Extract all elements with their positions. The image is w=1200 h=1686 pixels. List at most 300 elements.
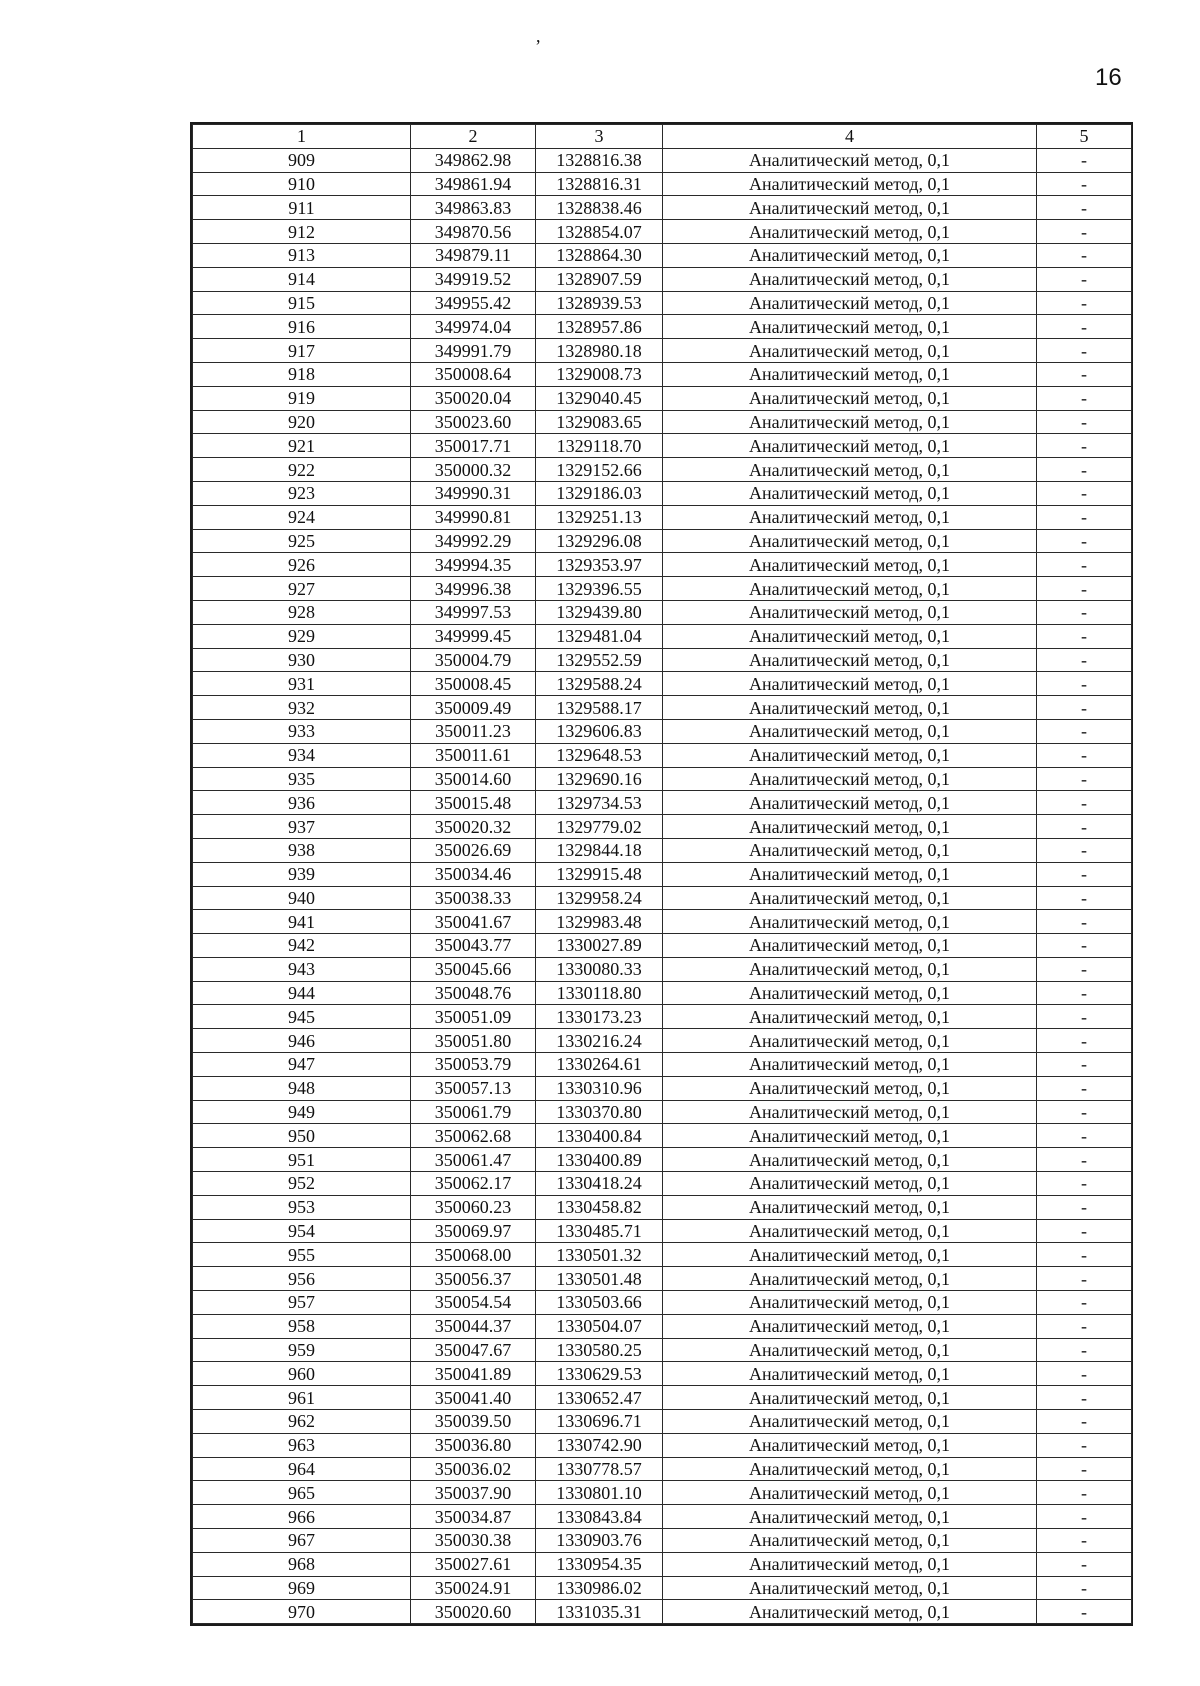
y-coordinate-cell: 1329481.04 bbox=[536, 624, 663, 648]
method-cell: Аналитический метод, 0,1 bbox=[663, 1576, 1037, 1600]
table-row bbox=[193, 910, 1132, 934]
x-coordinate-cell: 350020.04 bbox=[411, 386, 536, 410]
table-row bbox=[193, 577, 1132, 601]
x-coordinate-cell: 350044.37 bbox=[411, 1314, 536, 1338]
table-row bbox=[193, 505, 1132, 529]
note-cell: - bbox=[1037, 1576, 1132, 1600]
x-coordinate-cell: 350014.60 bbox=[411, 767, 536, 791]
note-cell: - bbox=[1037, 815, 1132, 839]
x-coordinate-cell: 350043.77 bbox=[411, 934, 536, 958]
note-cell: - bbox=[1037, 267, 1132, 291]
table-row bbox=[193, 791, 1132, 815]
coordinates-table bbox=[192, 124, 1132, 1624]
x-coordinate-cell: 350047.67 bbox=[411, 1338, 536, 1362]
table-row bbox=[193, 815, 1132, 839]
point-number-cell: 969 bbox=[193, 1576, 411, 1600]
method-cell: Аналитический метод, 0,1 bbox=[663, 648, 1037, 672]
method-cell: Аналитический метод, 0,1 bbox=[663, 1148, 1037, 1172]
point-number-cell: 932 bbox=[193, 696, 411, 720]
point-number-cell: 936 bbox=[193, 791, 411, 815]
point-number-cell: 916 bbox=[193, 315, 411, 339]
note-cell: - bbox=[1037, 220, 1132, 244]
point-number-cell: 964 bbox=[193, 1457, 411, 1481]
method-cell: Аналитический метод, 0,1 bbox=[663, 1005, 1037, 1029]
note-cell: - bbox=[1037, 862, 1132, 886]
x-coordinate-cell: 349955.42 bbox=[411, 291, 536, 315]
point-number-cell: 947 bbox=[193, 1053, 411, 1077]
point-number-cell: 915 bbox=[193, 291, 411, 315]
x-coordinate-cell: 349919.52 bbox=[411, 267, 536, 291]
table-row bbox=[193, 1076, 1132, 1100]
x-coordinate-cell: 349861.94 bbox=[411, 172, 536, 196]
note-cell: - bbox=[1037, 1053, 1132, 1077]
point-number-cell: 968 bbox=[193, 1552, 411, 1576]
point-number-cell: 912 bbox=[193, 220, 411, 244]
x-coordinate-cell: 350020.60 bbox=[411, 1600, 536, 1624]
note-cell: - bbox=[1037, 1410, 1132, 1434]
note-cell: - bbox=[1037, 1338, 1132, 1362]
note-cell: - bbox=[1037, 243, 1132, 267]
method-cell: Аналитический метод, 0,1 bbox=[663, 886, 1037, 910]
note-cell: - bbox=[1037, 696, 1132, 720]
table-row bbox=[193, 196, 1132, 220]
note-cell: - bbox=[1037, 600, 1132, 624]
x-coordinate-cell: 350034.87 bbox=[411, 1505, 536, 1529]
point-number-cell: 959 bbox=[193, 1338, 411, 1362]
table-row bbox=[193, 1362, 1132, 1386]
y-coordinate-cell: 1330742.90 bbox=[536, 1433, 663, 1457]
method-cell: Аналитический метод, 0,1 bbox=[663, 1410, 1037, 1434]
y-coordinate-cell: 1331035.31 bbox=[536, 1600, 663, 1624]
table-row bbox=[193, 1195, 1132, 1219]
x-coordinate-cell: 349994.35 bbox=[411, 553, 536, 577]
point-number-cell: 911 bbox=[193, 196, 411, 220]
method-cell: Аналитический метод, 0,1 bbox=[663, 696, 1037, 720]
y-coordinate-cell: 1330118.80 bbox=[536, 981, 663, 1005]
y-coordinate-cell: 1330310.96 bbox=[536, 1076, 663, 1100]
method-cell: Аналитический метод, 0,1 bbox=[663, 1076, 1037, 1100]
method-cell: Аналитический метод, 0,1 bbox=[663, 910, 1037, 934]
table-row bbox=[193, 339, 1132, 363]
y-coordinate-cell: 1328907.59 bbox=[536, 267, 663, 291]
y-coordinate-cell: 1330903.76 bbox=[536, 1529, 663, 1553]
table-row bbox=[193, 267, 1132, 291]
table-row bbox=[193, 1338, 1132, 1362]
column-header: 2 bbox=[411, 125, 536, 149]
method-cell: Аналитический метод, 0,1 bbox=[663, 577, 1037, 601]
y-coordinate-cell: 1329353.97 bbox=[536, 553, 663, 577]
point-number-cell: 937 bbox=[193, 815, 411, 839]
point-number-cell: 961 bbox=[193, 1386, 411, 1410]
method-cell: Аналитический метод, 0,1 bbox=[663, 1552, 1037, 1576]
point-number-cell: 955 bbox=[193, 1243, 411, 1267]
x-coordinate-cell: 349991.79 bbox=[411, 339, 536, 363]
method-cell: Аналитический метод, 0,1 bbox=[663, 1267, 1037, 1291]
x-coordinate-cell: 350045.66 bbox=[411, 957, 536, 981]
table-row bbox=[193, 1053, 1132, 1077]
y-coordinate-cell: 1330843.84 bbox=[536, 1505, 663, 1529]
table-row bbox=[193, 481, 1132, 505]
table-row bbox=[193, 553, 1132, 577]
note-cell: - bbox=[1037, 410, 1132, 434]
note-cell: - bbox=[1037, 743, 1132, 767]
x-coordinate-cell: 350053.79 bbox=[411, 1053, 536, 1077]
method-cell: Аналитический метод, 0,1 bbox=[663, 1195, 1037, 1219]
note-cell: - bbox=[1037, 981, 1132, 1005]
table-row bbox=[193, 862, 1132, 886]
y-coordinate-cell: 1329083.65 bbox=[536, 410, 663, 434]
column-header: 4 bbox=[663, 125, 1037, 149]
point-number-cell: 921 bbox=[193, 434, 411, 458]
method-cell: Аналитический метод, 0,1 bbox=[663, 672, 1037, 696]
point-number-cell: 924 bbox=[193, 505, 411, 529]
point-number-cell: 957 bbox=[193, 1291, 411, 1315]
table-row bbox=[193, 1219, 1132, 1243]
note-cell: - bbox=[1037, 458, 1132, 482]
x-coordinate-cell: 350041.89 bbox=[411, 1362, 536, 1386]
table-row bbox=[193, 148, 1132, 172]
table-row bbox=[193, 1291, 1132, 1315]
top-mark: , bbox=[536, 26, 541, 46]
note-cell: - bbox=[1037, 910, 1132, 934]
note-cell: - bbox=[1037, 481, 1132, 505]
point-number-cell: 970 bbox=[193, 1600, 411, 1624]
method-cell: Аналитический метод, 0,1 bbox=[663, 1338, 1037, 1362]
table-row bbox=[193, 243, 1132, 267]
x-coordinate-cell: 350061.47 bbox=[411, 1148, 536, 1172]
y-coordinate-cell: 1330370.80 bbox=[536, 1100, 663, 1124]
y-coordinate-cell: 1329552.59 bbox=[536, 648, 663, 672]
point-number-cell: 919 bbox=[193, 386, 411, 410]
y-coordinate-cell: 1330400.84 bbox=[536, 1124, 663, 1148]
note-cell: - bbox=[1037, 577, 1132, 601]
y-coordinate-cell: 1330485.71 bbox=[536, 1219, 663, 1243]
coordinates-table-container bbox=[190, 122, 1133, 1626]
method-cell: Аналитический метод, 0,1 bbox=[663, 791, 1037, 815]
x-coordinate-cell: 350051.09 bbox=[411, 1005, 536, 1029]
x-coordinate-cell: 350039.50 bbox=[411, 1410, 536, 1434]
x-coordinate-cell: 350011.61 bbox=[411, 743, 536, 767]
point-number-cell: 967 bbox=[193, 1529, 411, 1553]
note-cell: - bbox=[1037, 624, 1132, 648]
y-coordinate-cell: 1330986.02 bbox=[536, 1576, 663, 1600]
y-coordinate-cell: 1330216.24 bbox=[536, 1029, 663, 1053]
table-row bbox=[193, 458, 1132, 482]
method-cell: Аналитический метод, 0,1 bbox=[663, 434, 1037, 458]
x-coordinate-cell: 350062.17 bbox=[411, 1172, 536, 1196]
y-coordinate-cell: 1330778.57 bbox=[536, 1457, 663, 1481]
note-cell: - bbox=[1037, 791, 1132, 815]
x-coordinate-cell: 349862.98 bbox=[411, 148, 536, 172]
method-cell: Аналитический метод, 0,1 bbox=[663, 934, 1037, 958]
x-coordinate-cell: 350036.80 bbox=[411, 1433, 536, 1457]
method-cell: Аналитический метод, 0,1 bbox=[663, 743, 1037, 767]
method-cell: Аналитический метод, 0,1 bbox=[663, 957, 1037, 981]
point-number-cell: 965 bbox=[193, 1481, 411, 1505]
method-cell: Аналитический метод, 0,1 bbox=[663, 862, 1037, 886]
x-coordinate-cell: 350023.60 bbox=[411, 410, 536, 434]
point-number-cell: 942 bbox=[193, 934, 411, 958]
point-number-cell: 929 bbox=[193, 624, 411, 648]
x-coordinate-cell: 349990.81 bbox=[411, 505, 536, 529]
y-coordinate-cell: 1329606.83 bbox=[536, 719, 663, 743]
note-cell: - bbox=[1037, 1314, 1132, 1338]
method-cell: Аналитический метод, 0,1 bbox=[663, 362, 1037, 386]
y-coordinate-cell: 1329296.08 bbox=[536, 529, 663, 553]
point-number-cell: 952 bbox=[193, 1172, 411, 1196]
x-coordinate-cell: 350008.45 bbox=[411, 672, 536, 696]
x-coordinate-cell: 349974.04 bbox=[411, 315, 536, 339]
y-coordinate-cell: 1330501.32 bbox=[536, 1243, 663, 1267]
point-number-cell: 928 bbox=[193, 600, 411, 624]
method-cell: Аналитический метод, 0,1 bbox=[663, 1600, 1037, 1624]
method-cell: Аналитический метод, 0,1 bbox=[663, 339, 1037, 363]
method-cell: Аналитический метод, 0,1 bbox=[663, 267, 1037, 291]
note-cell: - bbox=[1037, 1076, 1132, 1100]
table-row bbox=[193, 767, 1132, 791]
column-header: 5 bbox=[1037, 125, 1132, 149]
method-cell: Аналитический метод, 0,1 bbox=[663, 1386, 1037, 1410]
table-row bbox=[193, 1457, 1132, 1481]
y-coordinate-cell: 1330504.07 bbox=[536, 1314, 663, 1338]
note-cell: - bbox=[1037, 719, 1132, 743]
x-coordinate-cell: 350041.40 bbox=[411, 1386, 536, 1410]
point-number-cell: 938 bbox=[193, 838, 411, 862]
y-coordinate-cell: 1330954.35 bbox=[536, 1552, 663, 1576]
x-coordinate-cell: 349879.11 bbox=[411, 243, 536, 267]
table-row bbox=[193, 291, 1132, 315]
table-row bbox=[193, 1410, 1132, 1434]
x-coordinate-cell: 349990.31 bbox=[411, 481, 536, 505]
table-body bbox=[193, 148, 1132, 1623]
y-coordinate-cell: 1328939.53 bbox=[536, 291, 663, 315]
x-coordinate-cell: 349992.29 bbox=[411, 529, 536, 553]
method-cell: Аналитический метод, 0,1 bbox=[663, 1529, 1037, 1553]
point-number-cell: 951 bbox=[193, 1148, 411, 1172]
y-coordinate-cell: 1330503.66 bbox=[536, 1291, 663, 1315]
x-coordinate-cell: 350008.64 bbox=[411, 362, 536, 386]
note-cell: - bbox=[1037, 1481, 1132, 1505]
point-number-cell: 956 bbox=[193, 1267, 411, 1291]
x-coordinate-cell: 350037.90 bbox=[411, 1481, 536, 1505]
table-row bbox=[193, 410, 1132, 434]
note-cell: - bbox=[1037, 1433, 1132, 1457]
y-coordinate-cell: 1330501.48 bbox=[536, 1267, 663, 1291]
note-cell: - bbox=[1037, 315, 1132, 339]
note-cell: - bbox=[1037, 886, 1132, 910]
point-number-cell: 925 bbox=[193, 529, 411, 553]
note-cell: - bbox=[1037, 1195, 1132, 1219]
table-row bbox=[193, 1124, 1132, 1148]
table-row bbox=[193, 1529, 1132, 1553]
x-coordinate-cell: 350026.69 bbox=[411, 838, 536, 862]
note-cell: - bbox=[1037, 1124, 1132, 1148]
y-coordinate-cell: 1330458.82 bbox=[536, 1195, 663, 1219]
x-coordinate-cell: 349996.38 bbox=[411, 577, 536, 601]
x-coordinate-cell: 350015.48 bbox=[411, 791, 536, 815]
x-coordinate-cell: 350024.91 bbox=[411, 1576, 536, 1600]
method-cell: Аналитический метод, 0,1 bbox=[663, 719, 1037, 743]
x-coordinate-cell: 350004.79 bbox=[411, 648, 536, 672]
method-cell: Аналитический метод, 0,1 bbox=[663, 624, 1037, 648]
table-row bbox=[193, 696, 1132, 720]
x-coordinate-cell: 350069.97 bbox=[411, 1219, 536, 1243]
table-row bbox=[193, 1267, 1132, 1291]
point-number-cell: 914 bbox=[193, 267, 411, 291]
point-number-cell: 960 bbox=[193, 1362, 411, 1386]
note-cell: - bbox=[1037, 196, 1132, 220]
y-coordinate-cell: 1329844.18 bbox=[536, 838, 663, 862]
y-coordinate-cell: 1329588.24 bbox=[536, 672, 663, 696]
method-cell: Аналитический метод, 0,1 bbox=[663, 1362, 1037, 1386]
column-header: 3 bbox=[536, 125, 663, 149]
table-row bbox=[193, 434, 1132, 458]
point-number-cell: 930 bbox=[193, 648, 411, 672]
y-coordinate-cell: 1329588.17 bbox=[536, 696, 663, 720]
method-cell: Аналитический метод, 0,1 bbox=[663, 553, 1037, 577]
y-coordinate-cell: 1330652.47 bbox=[536, 1386, 663, 1410]
point-number-cell: 939 bbox=[193, 862, 411, 886]
table-row bbox=[193, 1576, 1132, 1600]
method-cell: Аналитический метод, 0,1 bbox=[663, 1457, 1037, 1481]
method-cell: Аналитический метод, 0,1 bbox=[663, 315, 1037, 339]
y-coordinate-cell: 1328957.86 bbox=[536, 315, 663, 339]
x-coordinate-cell: 350000.32 bbox=[411, 458, 536, 482]
method-cell: Аналитический метод, 0,1 bbox=[663, 529, 1037, 553]
note-cell: - bbox=[1037, 648, 1132, 672]
method-cell: Аналитический метод, 0,1 bbox=[663, 1029, 1037, 1053]
x-coordinate-cell: 350051.80 bbox=[411, 1029, 536, 1053]
x-coordinate-cell: 350009.49 bbox=[411, 696, 536, 720]
y-coordinate-cell: 1330080.33 bbox=[536, 957, 663, 981]
point-number-cell: 949 bbox=[193, 1100, 411, 1124]
table-row bbox=[193, 1433, 1132, 1457]
method-cell: Аналитический метод, 0,1 bbox=[663, 196, 1037, 220]
y-coordinate-cell: 1329734.53 bbox=[536, 791, 663, 815]
y-coordinate-cell: 1329251.13 bbox=[536, 505, 663, 529]
point-number-cell: 950 bbox=[193, 1124, 411, 1148]
y-coordinate-cell: 1329040.45 bbox=[536, 386, 663, 410]
y-coordinate-cell: 1330629.53 bbox=[536, 1362, 663, 1386]
table-row bbox=[193, 386, 1132, 410]
method-cell: Аналитический метод, 0,1 bbox=[663, 838, 1037, 862]
point-number-cell: 926 bbox=[193, 553, 411, 577]
y-coordinate-cell: 1329983.48 bbox=[536, 910, 663, 934]
y-coordinate-cell: 1330173.23 bbox=[536, 1005, 663, 1029]
table-row bbox=[193, 957, 1132, 981]
x-coordinate-cell: 350041.67 bbox=[411, 910, 536, 934]
y-coordinate-cell: 1329690.16 bbox=[536, 767, 663, 791]
y-coordinate-cell: 1330801.10 bbox=[536, 1481, 663, 1505]
note-cell: - bbox=[1037, 1100, 1132, 1124]
point-number-cell: 910 bbox=[193, 172, 411, 196]
table-row bbox=[193, 362, 1132, 386]
table-row bbox=[193, 624, 1132, 648]
x-coordinate-cell: 350068.00 bbox=[411, 1243, 536, 1267]
table-row bbox=[193, 934, 1132, 958]
table-row bbox=[193, 743, 1132, 767]
note-cell: - bbox=[1037, 1457, 1132, 1481]
point-number-cell: 944 bbox=[193, 981, 411, 1005]
y-coordinate-cell: 1329152.66 bbox=[536, 458, 663, 482]
y-coordinate-cell: 1329008.73 bbox=[536, 362, 663, 386]
table-row bbox=[193, 838, 1132, 862]
point-number-cell: 963 bbox=[193, 1433, 411, 1457]
note-cell: - bbox=[1037, 434, 1132, 458]
x-coordinate-cell: 350062.68 bbox=[411, 1124, 536, 1148]
method-cell: Аналитический метод, 0,1 bbox=[663, 1124, 1037, 1148]
method-cell: Аналитический метод, 0,1 bbox=[663, 410, 1037, 434]
table-row bbox=[193, 1481, 1132, 1505]
note-cell: - bbox=[1037, 1243, 1132, 1267]
y-coordinate-cell: 1330580.25 bbox=[536, 1338, 663, 1362]
method-cell: Аналитический метод, 0,1 bbox=[663, 1433, 1037, 1457]
method-cell: Аналитический метод, 0,1 bbox=[663, 767, 1037, 791]
y-coordinate-cell: 1330696.71 bbox=[536, 1410, 663, 1434]
y-coordinate-cell: 1328864.30 bbox=[536, 243, 663, 267]
x-coordinate-cell: 349870.56 bbox=[411, 220, 536, 244]
table-row bbox=[193, 315, 1132, 339]
table-row bbox=[193, 1505, 1132, 1529]
y-coordinate-cell: 1328838.46 bbox=[536, 196, 663, 220]
table-row bbox=[193, 220, 1132, 244]
table-row bbox=[193, 1600, 1132, 1624]
note-cell: - bbox=[1037, 362, 1132, 386]
column-header: 1 bbox=[193, 125, 411, 149]
x-coordinate-cell: 350057.13 bbox=[411, 1076, 536, 1100]
table-row bbox=[193, 1314, 1132, 1338]
note-cell: - bbox=[1037, 672, 1132, 696]
method-cell: Аналитический метод, 0,1 bbox=[663, 148, 1037, 172]
y-coordinate-cell: 1329779.02 bbox=[536, 815, 663, 839]
x-coordinate-cell: 349999.45 bbox=[411, 624, 536, 648]
note-cell: - bbox=[1037, 1005, 1132, 1029]
point-number-cell: 922 bbox=[193, 458, 411, 482]
x-coordinate-cell: 350060.23 bbox=[411, 1195, 536, 1219]
note-cell: - bbox=[1037, 386, 1132, 410]
y-coordinate-cell: 1329118.70 bbox=[536, 434, 663, 458]
note-cell: - bbox=[1037, 1148, 1132, 1172]
note-cell: - bbox=[1037, 1362, 1132, 1386]
y-coordinate-cell: 1329439.80 bbox=[536, 600, 663, 624]
method-cell: Аналитический метод, 0,1 bbox=[663, 1481, 1037, 1505]
point-number-cell: 935 bbox=[193, 767, 411, 791]
note-cell: - bbox=[1037, 172, 1132, 196]
point-number-cell: 923 bbox=[193, 481, 411, 505]
method-cell: Аналитический метод, 0,1 bbox=[663, 600, 1037, 624]
table-row bbox=[193, 1005, 1132, 1029]
note-cell: - bbox=[1037, 767, 1132, 791]
page-number: 16 bbox=[1095, 64, 1122, 91]
point-number-cell: 962 bbox=[193, 1410, 411, 1434]
table-row bbox=[193, 886, 1132, 910]
x-coordinate-cell: 350048.76 bbox=[411, 981, 536, 1005]
method-cell: Аналитический метод, 0,1 bbox=[663, 1053, 1037, 1077]
y-coordinate-cell: 1330264.61 bbox=[536, 1053, 663, 1077]
table-row bbox=[193, 1552, 1132, 1576]
y-coordinate-cell: 1328854.07 bbox=[536, 220, 663, 244]
point-number-cell: 909 bbox=[193, 148, 411, 172]
note-cell: - bbox=[1037, 934, 1132, 958]
method-cell: Аналитический метод, 0,1 bbox=[663, 815, 1037, 839]
note-cell: - bbox=[1037, 1291, 1132, 1315]
x-coordinate-cell: 350056.37 bbox=[411, 1267, 536, 1291]
note-cell: - bbox=[1037, 1505, 1132, 1529]
y-coordinate-cell: 1328816.38 bbox=[536, 148, 663, 172]
method-cell: Аналитический метод, 0,1 bbox=[663, 243, 1037, 267]
note-cell: - bbox=[1037, 838, 1132, 862]
y-coordinate-cell: 1329186.03 bbox=[536, 481, 663, 505]
